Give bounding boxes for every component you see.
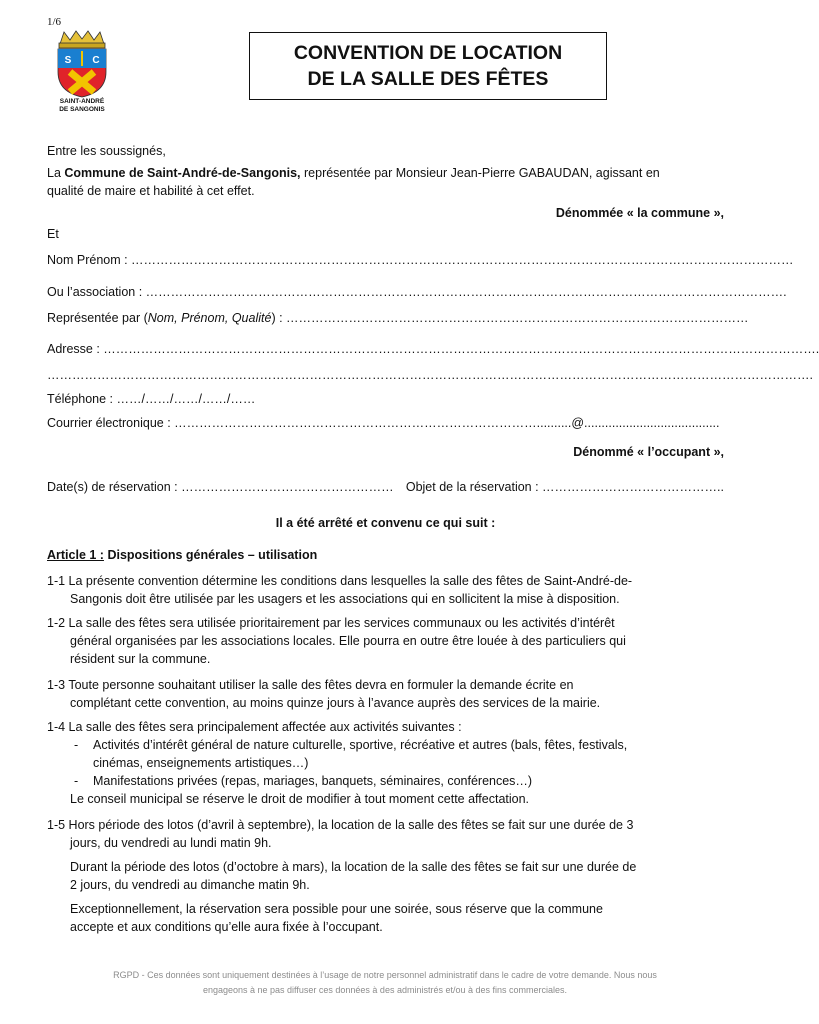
page-number: 1/6: [47, 16, 62, 28]
rgpd-footer: RGPD - Ces données sont uniquement destinées à l’usage de notre personnel administratif dans le cadre de votre demande. Nous nous engageons à ne pas diffuser ces données à des administrés et/ou à des fins commerciales.: [113, 970, 657, 995]
field-adresse-line2[interactable]: ………………………………………………………………………………………………………………………………………………………………….: [47, 368, 813, 382]
field-nom-prenom[interactable]: Nom Prénom : ……………………………………………………………………………………………………………………………………………: [47, 253, 794, 267]
intro-qualite: qualité de maire et habilité à cet effet.: [47, 184, 255, 198]
intro-et: Et: [47, 227, 59, 241]
intro-soussignes: Entre les soussignés,: [47, 144, 166, 158]
field-representee[interactable]: Représentée par (Nom, Prénom, Qualité) : …………………………………………………………………………………………………: [47, 311, 749, 325]
article1-5: 1-5 Hors période des lotos (d’avril à septembre), la location de la salle des fêtes se fait sur une durée de 3 jours, du vendredi au lundi matin 9h. Durant la période des lotos (d’octobre à mars), la location de la salle des fêtes se fait sur une durée de 2 jours, du vendredi au dimanche matin 9h. Exceptionnellement, la réservation sera possible pour une soirée, sous réserve que la commune accepte et aux conditions qu’elle aura fixée à l’occupant.: [47, 818, 637, 934]
document-title: CONVENTION DE LOCATION DE LA SALLE DES FÊTES: [249, 32, 607, 100]
article1-2: 1-2 La salle des fêtes sera utilisée prioritairement par les services communaux ou les activités d’intérêt général organisées par les associations locales. Elle pourra en outre être louée à des particuliers qui résident sur la commune.: [47, 616, 626, 666]
field-adresse[interactable]: Adresse : ……………………………………………………………………………………………………………………………………………………….: [47, 342, 819, 356]
intro-commune-line: La Commune de Saint-André-de-Sangonis, représentée par Monsieur Jean-Pierre GABAUDAN, agissant en: [47, 166, 660, 180]
list-item: - Activités d’intérêt général de nature culturelle, sportive, récréative et autres (bals, fêtes, festivals,: [47, 736, 724, 754]
field-dates-reservation[interactable]: Date(s) de réservation : ……………………………………………: [47, 480, 394, 494]
municipal-crest-logo: [54, 30, 110, 98]
municipality-caption: SAINT-ANDRÉ DE SANGONIS: [59, 98, 105, 113]
article1-4: 1-4 La salle des fêtes sera principalement affectée aux activités suivantes : - Activités d’intérêt général de nature culturelle, sportive, récréative et autres (bals, fêtes, festivals, cinémas, enseignements artistiques…) - Manifestations privées (repas, mariages, banquets, séminaires, conférences…) Le conseil municipal se réserve le droit de modifier à tout moment cette affectation.: [47, 718, 724, 808]
article1-1: 1-1 La présente convention détermine les conditions dans lesquelles la salle des fêtes de Saint-André-de- Sangonis doit être utilisée par les usagers et les associations qui en sollicitent la mise à disposition.: [47, 574, 633, 606]
list-item: - Manifestations privées (repas, mariages, banquets, séminaires, conférences…): [47, 772, 724, 790]
field-telephone[interactable]: Téléphone : ……/……/……/……/……: [47, 392, 256, 406]
agreed-heading: Il a été arrêté et convenu ce qui suit :: [275, 516, 496, 530]
commune-name: Commune de Saint-André-de-Sangonis,: [64, 166, 301, 180]
field-courriel[interactable]: Courrier électronique : ……………………………………………………………………………..........@.......................................: [47, 416, 720, 430]
field-association[interactable]: Ou l’association : ……………………………………………………………………………………………………………………………………….: [47, 285, 787, 299]
crest-letter-c: C: [92, 55, 100, 66]
field-objet-reservation[interactable]: Objet de la réservation : ……………………………………..: [405, 480, 724, 494]
crest-letter-s: S: [64, 55, 72, 66]
denomme-occupant: Dénommé « l’occupant »,: [573, 445, 724, 459]
article1-3: 1-3 Toute personne souhaitant utiliser la salle des fêtes devra en formuler la demande écrite en complétant cette convention, au moins quinze jours à l’avance auprès des services de la mairie.: [47, 678, 601, 710]
denommee-commune: Dénommée « la commune »,: [555, 206, 724, 220]
article1-heading: Article 1 : Dispositions générales – utilisation: [47, 548, 318, 562]
